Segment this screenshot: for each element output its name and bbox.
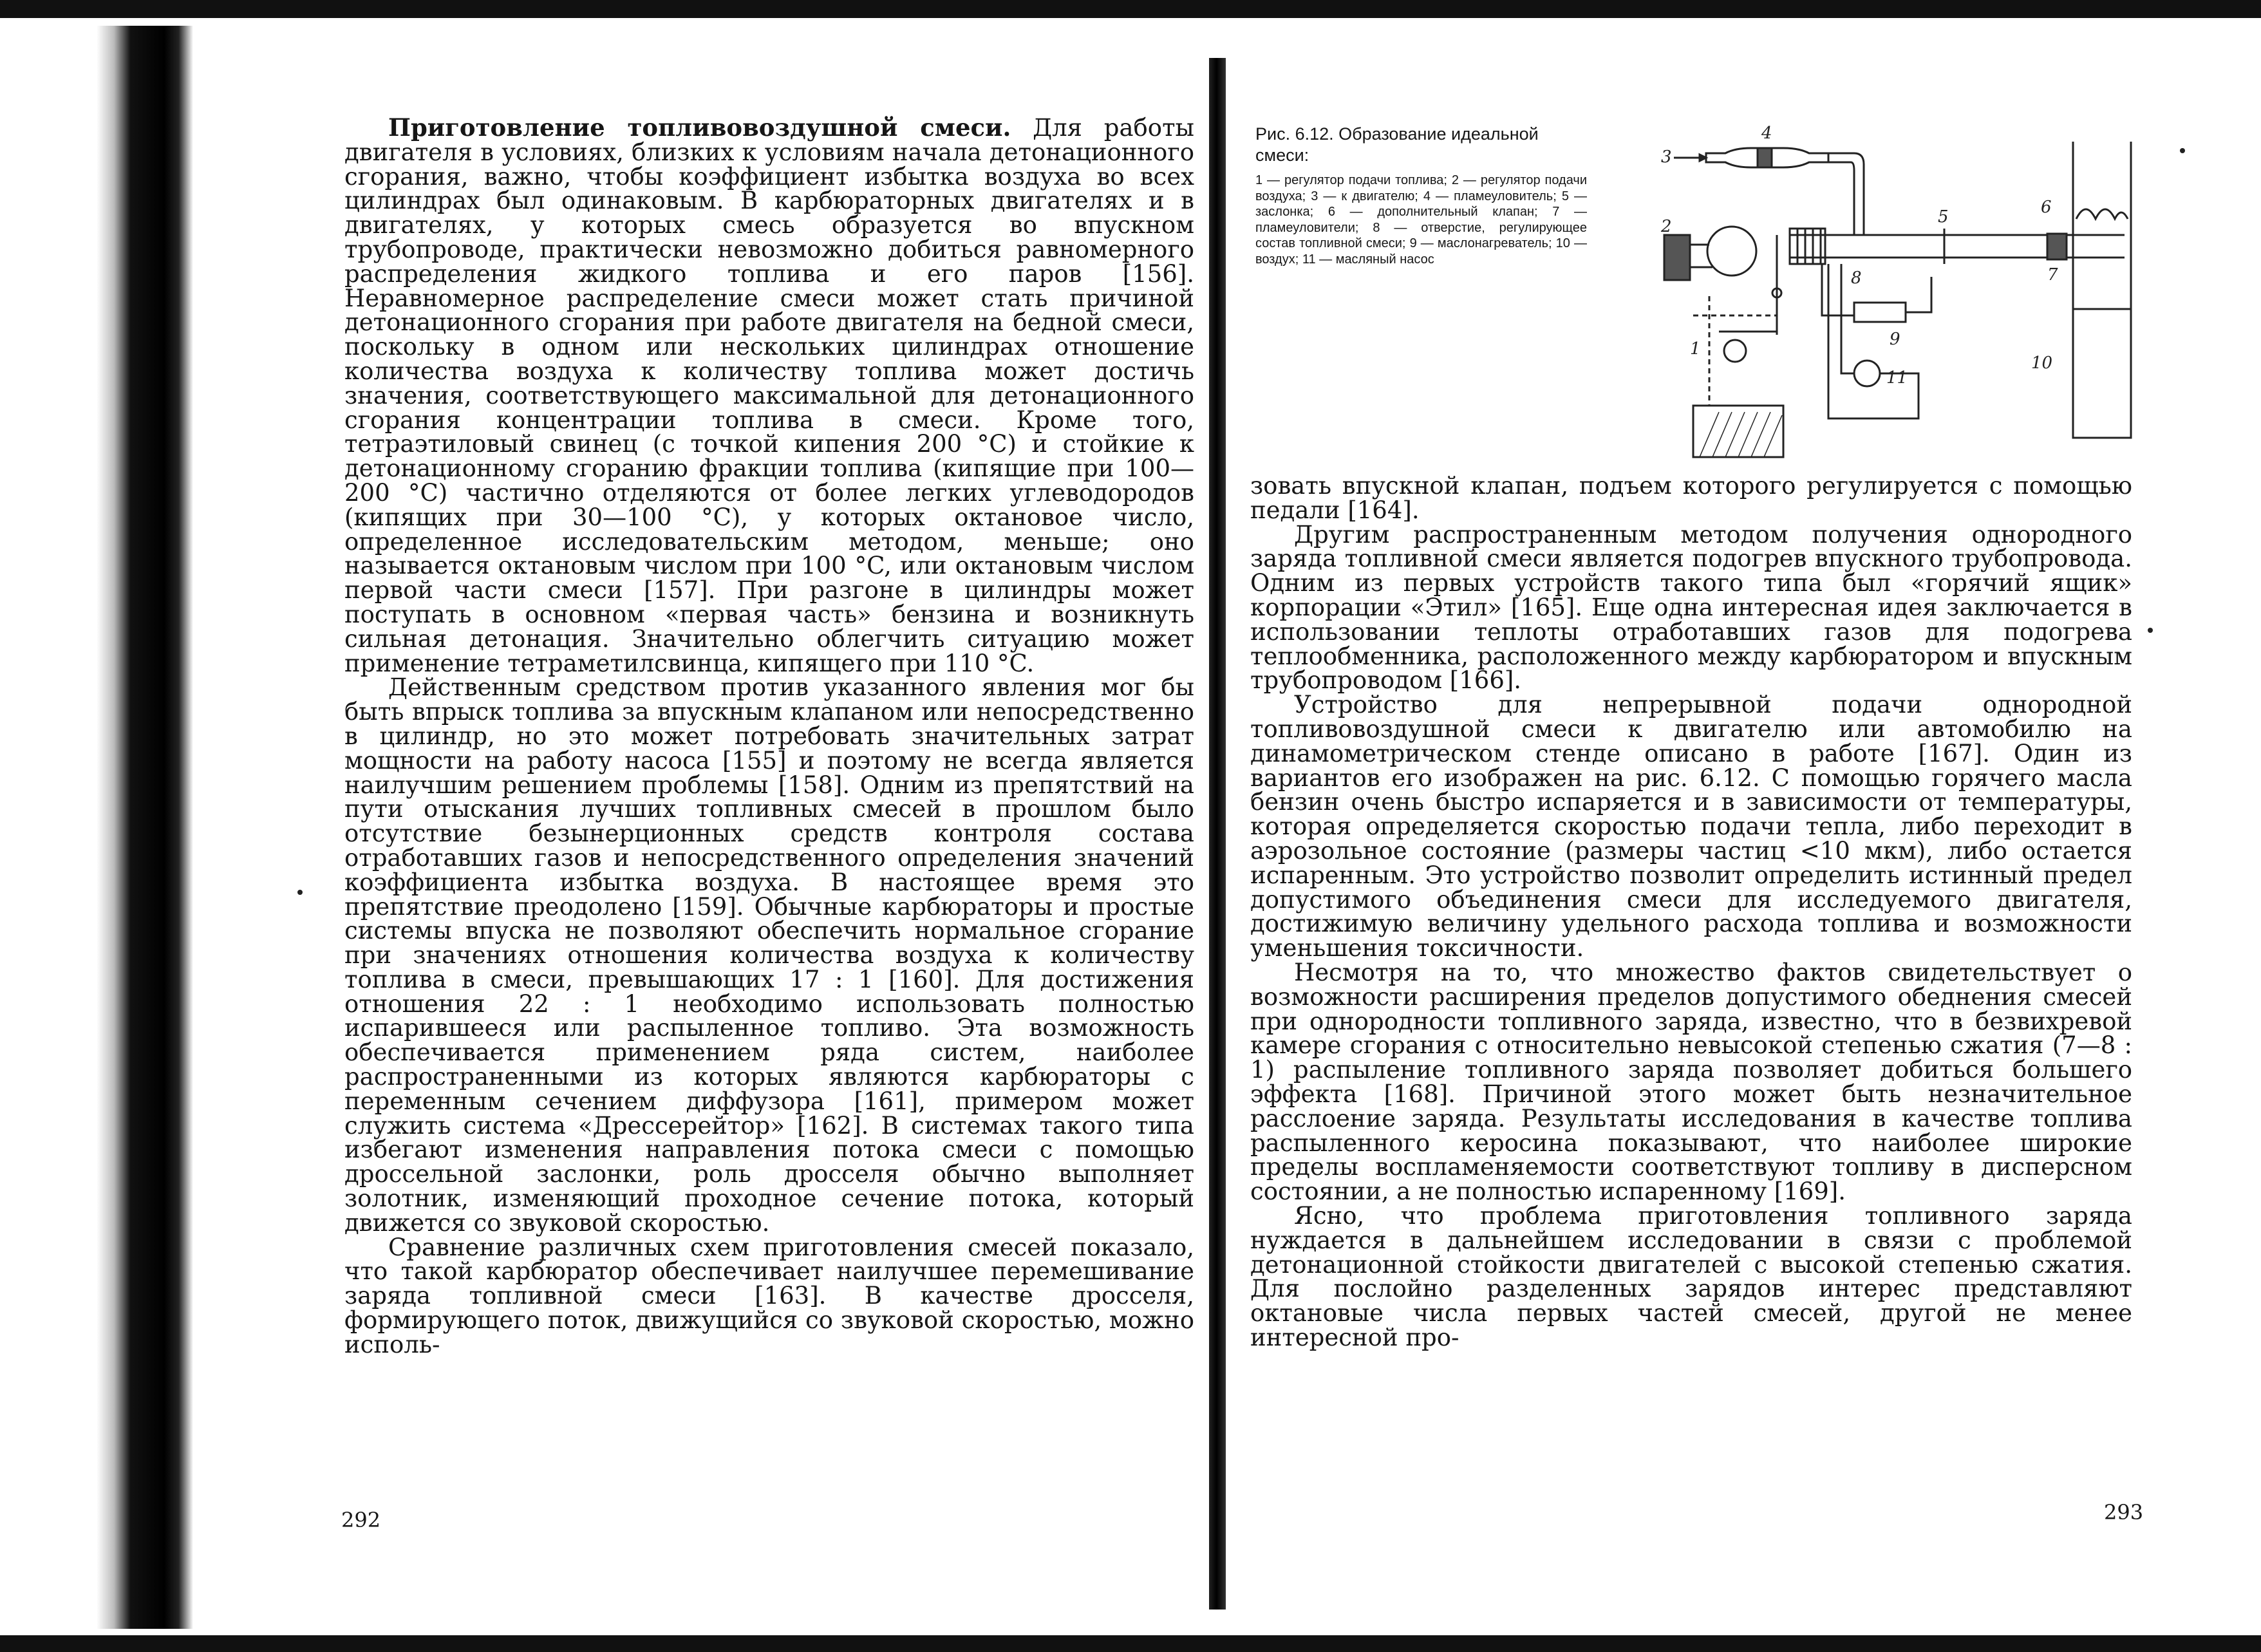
label-7: 7 — [2047, 265, 2058, 285]
heater-line — [1822, 264, 1854, 315]
outlet-riser-inner-line — [1828, 162, 1854, 235]
left-paragraph-2: Действенным средством против указанного явления мог бы быть впрыск топлива за впускным клапаном или непосредственно в цилиндр, но это может потребовать значительных затрат мощности на работу насоса [155] и поэтому не всегда является наилучшим решением проблемы [158]. Одним из препятствий на пути отыскания лучших топливных смесей в прошлом было отсутствие безынерционных средств контроля состава отработавших газов и непосредственного определения значений коэффициента избытка воздуха. В настоящее время это препятствие преодолено [159]. Обычные карбюраторы и простые системы впуска не позволяют обеспечить нормальное сгорание при значениях отношения количества воздуха к количеству топлива в смеси, превышающих 17 : 1 [160]. Для достижения отношения 22 : 1 необходимо использовать полностью испарившееся или распыленное топливо. Эта возможность обеспечивается применением ряда систем, наиболее распространенными из которых являются карбюраторы с переменным сечением диффузора [161], примером может служить система «Дрессерейтор» [162]. В системах такого типа избегают изменения направления потока смеси с помощью дроссельной заслонки, роль дросселя обычно выполняет золотник, изменяющий проходное сечение потока, который движется со звуковой скоростью. — [344, 673, 1194, 1237]
air-column-10-shape — [2073, 142, 2131, 438]
label-5: 5 — [1938, 207, 1949, 227]
fuel-tank-hatching — [1700, 412, 1782, 457]
auxiliary-valve-6-shape — [2076, 209, 2128, 219]
scan-top-border — [0, 0, 2261, 18]
scan-speck — [297, 890, 303, 895]
oil-heater-9-shape — [1854, 303, 1906, 322]
left-paragraph-1-text: Для работы двигателя в условиях, близких к условиям начала детонационного сгорания, важно, чтобы коэффициент избытка воздуха во всех цилиндрах был одинаковым. В карбюраторных двигателях и в двигателях, у которых смесь образуется во впускном трубопроводе, практически невозможно добиться равномерного распределения жидкого топлива и его паров [156]. Неравномерное распределение смеси может стать причиной детонационного сгорания при работе двигателя на бедной смеси, поскольку в одном или нескольких цилиндрах отношение количества воздуха к количеству топлива может достичь значения, соответствующего максимальной для детонационного сгорания концентрации топлива в смеси. Кроме того, тетраэтиловый свинец (с точкой кипения 200 °C) и стойкие к детонационному сгоранию фракции топлива (кипящие при 100—200 °C) частично отделяются от более легких углеводородов (кипящих при 30—100 °C), у которых октановое число, определенное исследовательским методом, меньше; оно называется октановым числом при 100 °C, или октановым числом первой части смеси [157]. При разгоне в цилиндры может поступать в основном «первая часть» бензина и возникнуть сильная детонация. Значительно облегчить ситуацию может применение тетраметилсвинца, кипящего при 110 °C. — [344, 114, 1194, 677]
air-regulator-2-shape — [1664, 235, 1690, 280]
right-paragraph-5: Ясно, что проблема приготовления топливного заряда нуждается в дальнейшем исследовании в связи с проблемой детонационной стойкости двигателей с высокой степенью сжатия. Для послойно разделенных зарядов интерес представляют октановые числа первых частей смесей, другой не менее интересной про- — [1250, 1201, 2132, 1351]
oil-pump-11-shape — [1854, 361, 1880, 386]
blower-housing-shape — [1707, 227, 1756, 276]
figure-legend: 1 — регулятор подачи топлива; 2 — регулятор подачи воздуха; 3 — к двигателю; 4 — пламеуловитель; 5 — заслонка; 6 — дополнительный клапан; 7 — пламеуловители; 8 — отверстие, регулирующее состав топливной смеси; 9 — маслонагреватель; 10 — воздух; 11 — масляный насос — [1255, 173, 1587, 267]
scan-speck — [2148, 628, 2153, 633]
label-4: 4 — [1761, 124, 1772, 143]
right-paragraph-4: Несмотря на то, что множество фактов свидетельствует о возможности расширения пределов допустимого обеднения смесей при однородности топливного заряда, известно, что в безвихревой камере сгорания с относительно невысокой степенью сжатия (7—8 : 1) распыление топливного заряда позволяет добиться большего эффекта [168]. Причиной этого может быть незначительное расслоение заряда. Результаты исследования в качестве топлива распыленного керосина показывают, что наиболее широкие пределы воспламеняемости соответствуют топливу в дисперсном состоянии, а не полностью испаренному [169]. — [1250, 958, 2132, 1206]
scan-left-edge-shadow — [97, 26, 193, 1629]
heater-return-line — [1906, 277, 1931, 312]
left-page-text — [344, 113, 1194, 1358]
label-10: 10 — [2031, 353, 2053, 373]
scan-bottom-border — [0, 1635, 2261, 1652]
label-9: 9 — [1890, 330, 1900, 349]
book-spine-shadow — [1209, 58, 1226, 1610]
label-2: 2 — [1661, 217, 1672, 236]
right-paragraph-3: Устройство для непрерывной подачи однородной топливовоздушной смеси к двигателю или автомобилю на динамометрическом стенде описано в работе [167]. Один из вариантов его изображен на рис. 6.12. С помощью горячего масла бензин очень быстро испаряется и в зависимости от температуры, которая определяется скоростью подачи тепла, либо переходит в аэрозольное состояние (размеры частиц <10 мкм), либо остается испаренным. Это устройство позволит определить истинный предел допустимого объединения смеси для исследуемого двигателя, достижимую величину удельного расхода топлива и возможности уменьшения токсичности. — [1250, 691, 2132, 962]
left-paragraph-1 — [344, 113, 1194, 677]
right-paragraph-2: Другим распространенным методом получения однородного заряда топливной смеси является подогрев впускного трубопровода. Одним из первых устройств такого типа был «горячий ящик» корпорации «Этил» [165]. Еще одна интересная идея заключается в использовании теплоты отработавших газов для подогрева теплообменника, расположенного между карбюратором и впускным трубопроводом [166]. — [1250, 520, 2132, 695]
left-paragraph-3: Сравнение различных схем приготовления смесей показало, что такой карбюратор обеспечивает наилучшее перемешивание заряда топливной смеси [163]. В качестве дросселя, формирующего поток, движущийся со звуковой скоростью, можно исполь- — [344, 1233, 1194, 1358]
flame-arresters-7-shape — [2047, 234, 2067, 259]
page-number-right: 293 — [2104, 1500, 2144, 1525]
page-number-left: 292 — [341, 1508, 381, 1532]
fuel-mixture-apparatus-diagram — [1597, 103, 2144, 464]
label-8: 8 — [1851, 268, 1862, 288]
label-3: 3 — [1661, 147, 1672, 167]
scan-speck — [2180, 148, 2185, 153]
section-run-in-heading: Приготовление топливовоздушной смеси. — [388, 113, 1011, 142]
right-paragraph-1: зовать впускной клапан, подъем которого регулируется с помощью педали [164]. — [1250, 472, 2132, 524]
figure-title: Рис. 6.12. Образование идеальной смеси: — [1255, 124, 1539, 165]
right-page-text — [1250, 474, 2132, 1350]
label-6: 6 — [2041, 198, 2052, 217]
label-1: 1 — [1690, 339, 1701, 359]
figure-caption — [1255, 124, 1587, 267]
label-11: 11 — [1886, 368, 1908, 388]
fuel-pump-shape — [1724, 340, 1746, 362]
flame-arrester-4-shape — [1758, 148, 1772, 167]
outlet-riser-line — [1828, 153, 1864, 235]
